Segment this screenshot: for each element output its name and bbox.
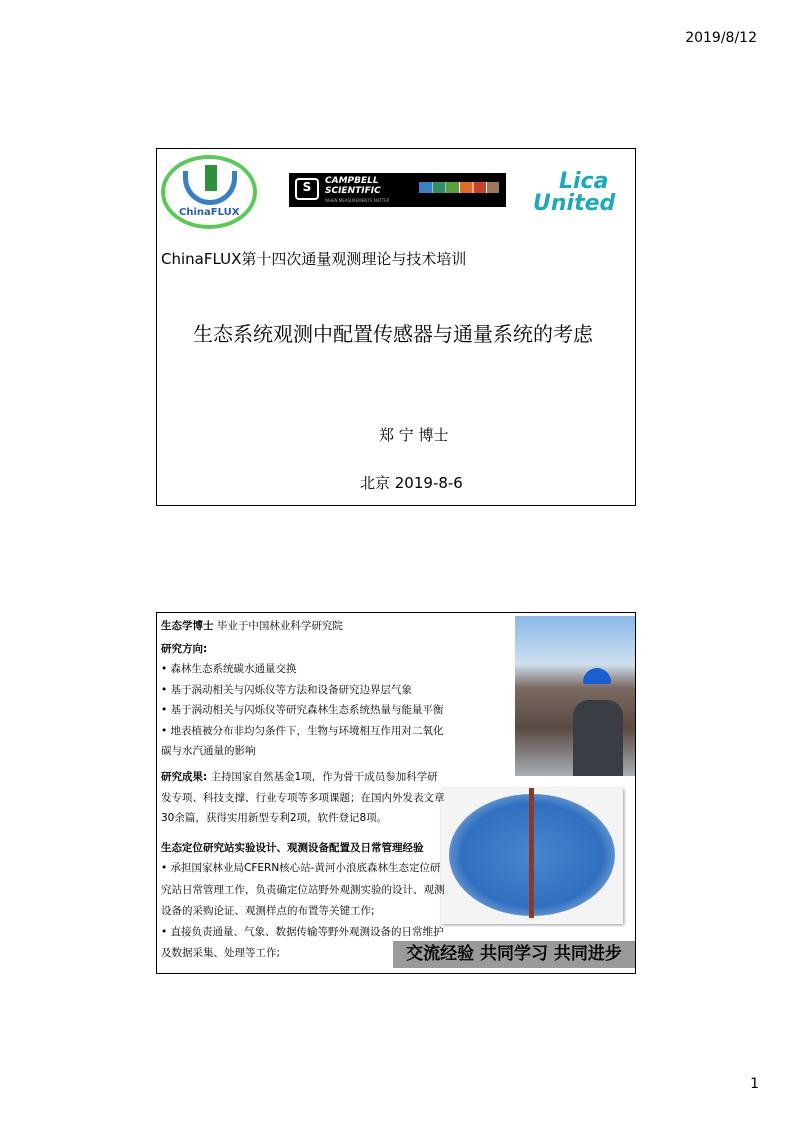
slide-bio bbox=[156, 612, 636, 974]
research-item: • 森林生态系统碳水通量交换 bbox=[161, 663, 297, 675]
research-heading: 研究方向: bbox=[161, 643, 208, 655]
results-line: 30余篇，获得实用新型专利2项，软件登记8项。 bbox=[161, 812, 388, 824]
campbell-scientific-logo: S CAMPBELL SCIENTIFIC WHEN MEASUREMENTS MATTER bbox=[289, 173, 506, 207]
slide-title-text: 生态系统观测中配置传感器与通量系统的考虑 bbox=[193, 322, 593, 346]
place-date: 北京 2019-8-6 bbox=[360, 474, 463, 492]
chinaflux-logo: ChinaFLUX bbox=[161, 155, 257, 229]
portrait-photo bbox=[515, 616, 635, 776]
research-item: 碳与水汽通量的影响 bbox=[161, 745, 256, 757]
education: 毕业于中国林业科学研究院 bbox=[213, 620, 343, 632]
research-item: • 基于涡动相关与闪烁仪等方法和设备研究边界层气象 bbox=[161, 684, 413, 696]
degree: 生态学博士 bbox=[161, 620, 214, 632]
lica-united-logo: Lica United bbox=[533, 169, 616, 216]
research-item: • 地表植被分布非均匀条件下，生物与环境相互作用对二氧化 bbox=[161, 725, 444, 737]
results-line: 主持国家自然基金1项，作为骨干成员参加科学研 bbox=[207, 771, 438, 783]
tower-photo bbox=[441, 788, 623, 924]
slogan-banner: 交流经验 共同学习 共同进步 bbox=[393, 941, 635, 968]
experience-line: 及数据采集、处理等工作; bbox=[161, 947, 281, 959]
training-subtitle: ChinaFLUX第十四次通量观测理论与技术培训 bbox=[161, 250, 467, 268]
author: 郑 宁 博士 bbox=[379, 426, 449, 444]
page-number: 1 bbox=[750, 1076, 759, 1092]
results-heading: 研究成果: bbox=[161, 771, 208, 783]
print-date: 2019/8/12 bbox=[685, 30, 757, 46]
results-line: 发专项、科技支撑、行业专项等多项课题；在国内外发表文章 bbox=[161, 792, 445, 804]
experience-line: 设备的采购论证、观测样点的布置等关键工作; bbox=[161, 905, 375, 917]
slide-title bbox=[156, 148, 636, 506]
experience-heading: 生态定位研究站实验设计、观测设备配置及日常管理经验 bbox=[161, 842, 424, 854]
experience-line: • 直接负责通量、气象、数据传输等野外观测设备的日常维护 bbox=[161, 926, 444, 938]
experience-line: 究站日常管理工作，负责确定位站野外观测实验的设计、观测 bbox=[161, 884, 445, 896]
experience-line: • 承担国家林业局CFERN核心站-黄河小浪底森林生态定位研 bbox=[161, 862, 441, 874]
research-item: • 基于涡动相关与闪烁仪等研究森林生态系统热量与能量平衡 bbox=[161, 704, 444, 716]
